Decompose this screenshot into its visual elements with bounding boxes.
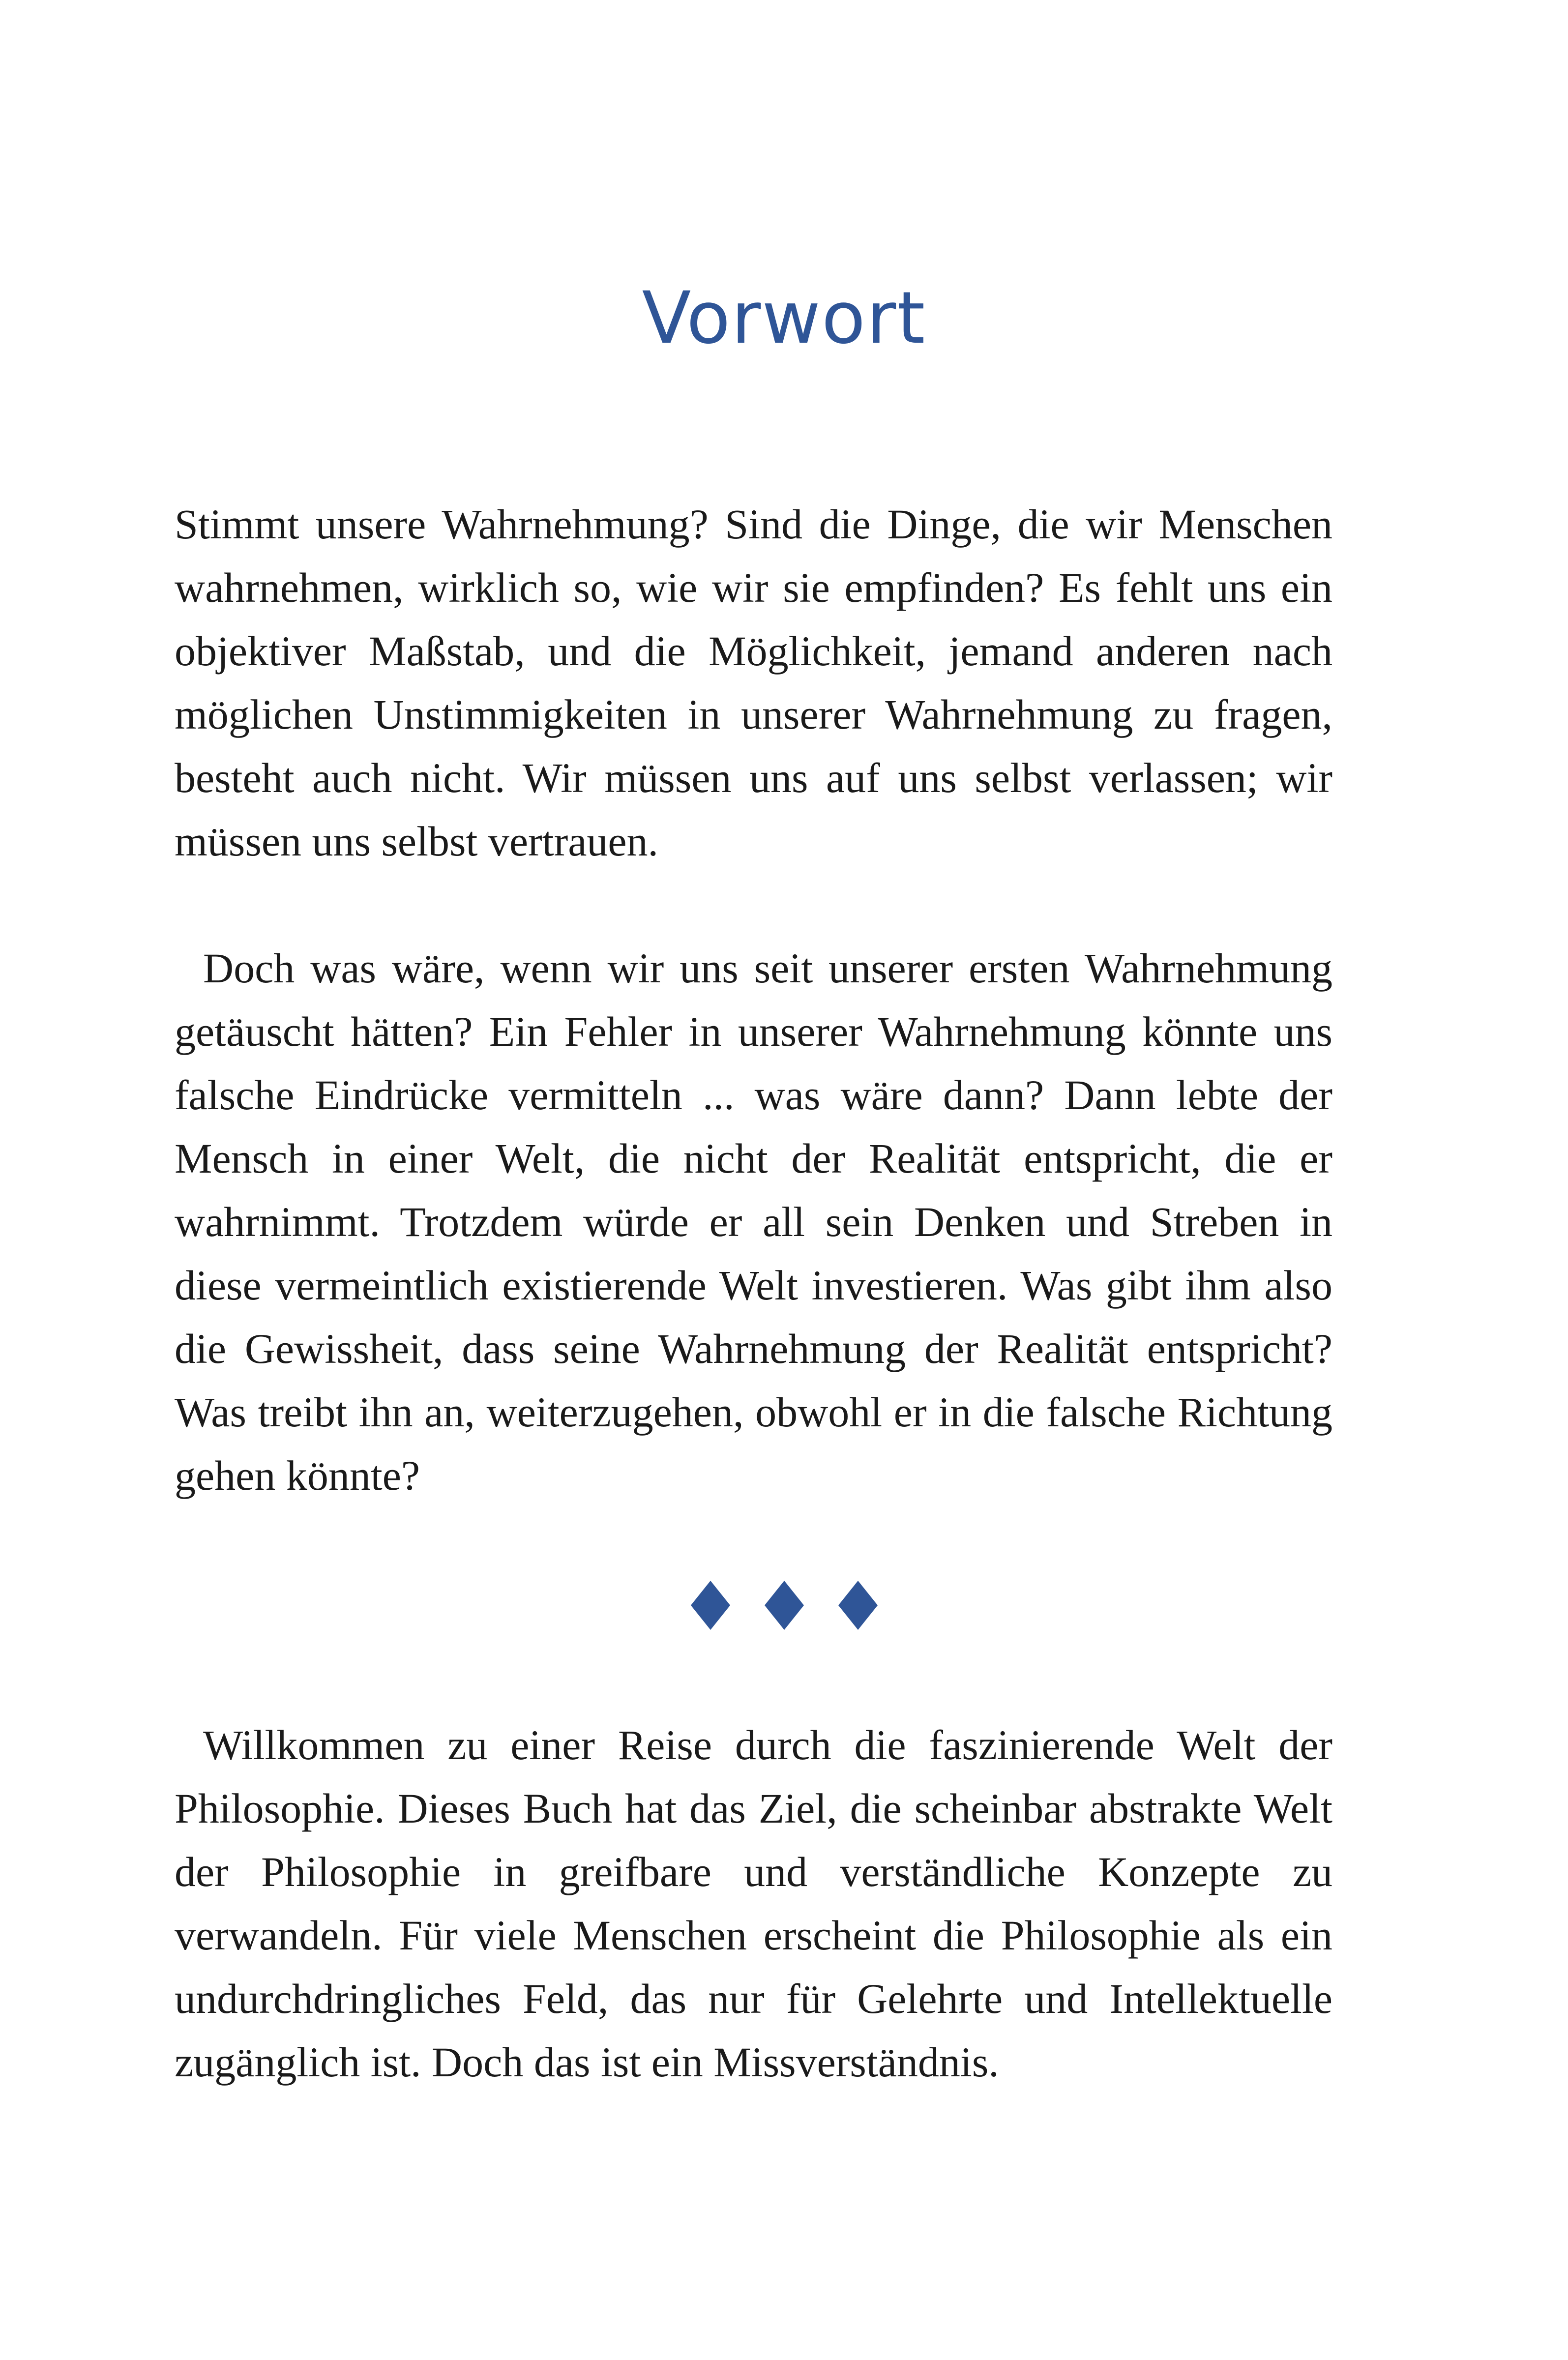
section-divider [0,1578,1568,1632]
diamond-icon [691,1581,730,1630]
page-title: Vorwort [642,276,926,360]
paragraph-1: Stimmt unsere Wahrnehmung? Sind die Dinge, die wir Menschen wahrnehmen, wirklich so, wie wir sie empfinden? Es fehlt uns ein objektiver Maßstab, und die Möglichkeit, jemand anderen nach möglichen Unstimmigkeiten in unserer Wahrnehmung zu fragen, besteht auch nicht. Wir müssen uns auf uns selbst verlassen; wir müssen uns selbst vertrauen. [175,501,1332,865]
paragraph-3: Willkommen zu einer Reise durch die faszinierende Welt der Philosophie. Dieses Buch hat das Ziel, die scheinbar abstrakte Welt der Philosophie in greifbare und verständliche Konzepte zu verwandeln. Für viele Menschen erscheint die Philosophie als ein undurchdringliches Feld, das nur für Gelehrte und Intellektuelle zugänglich ist. Doch das ist ein Missverständnis. [175,1721,1332,2086]
diamond-icon [838,1581,878,1630]
diamond-icon [765,1581,804,1630]
paragraph-2: Doch was wäre, wenn wir uns seit unserer ersten Wahrnehmung getäuscht hätten? Ein Fehler in unserer Wahrnehmung könnte uns falsche Eindrücke vermitteln ... was wäre dann? Dann lebte der Mensch in einer Welt, die nicht der Realität entspricht, die er wahrnimmt. Trotzdem würde er all sein Denken und Streben in diese vermeintlich existierende Welt investieren. Was gibt ihm also die Gewissheit, dass seine Wahrnehmung der Realität entspricht? Was treibt ihn an, weiterzugehen, obwohl er in die falsche Richtung gehen könnte? [175,944,1332,1499]
